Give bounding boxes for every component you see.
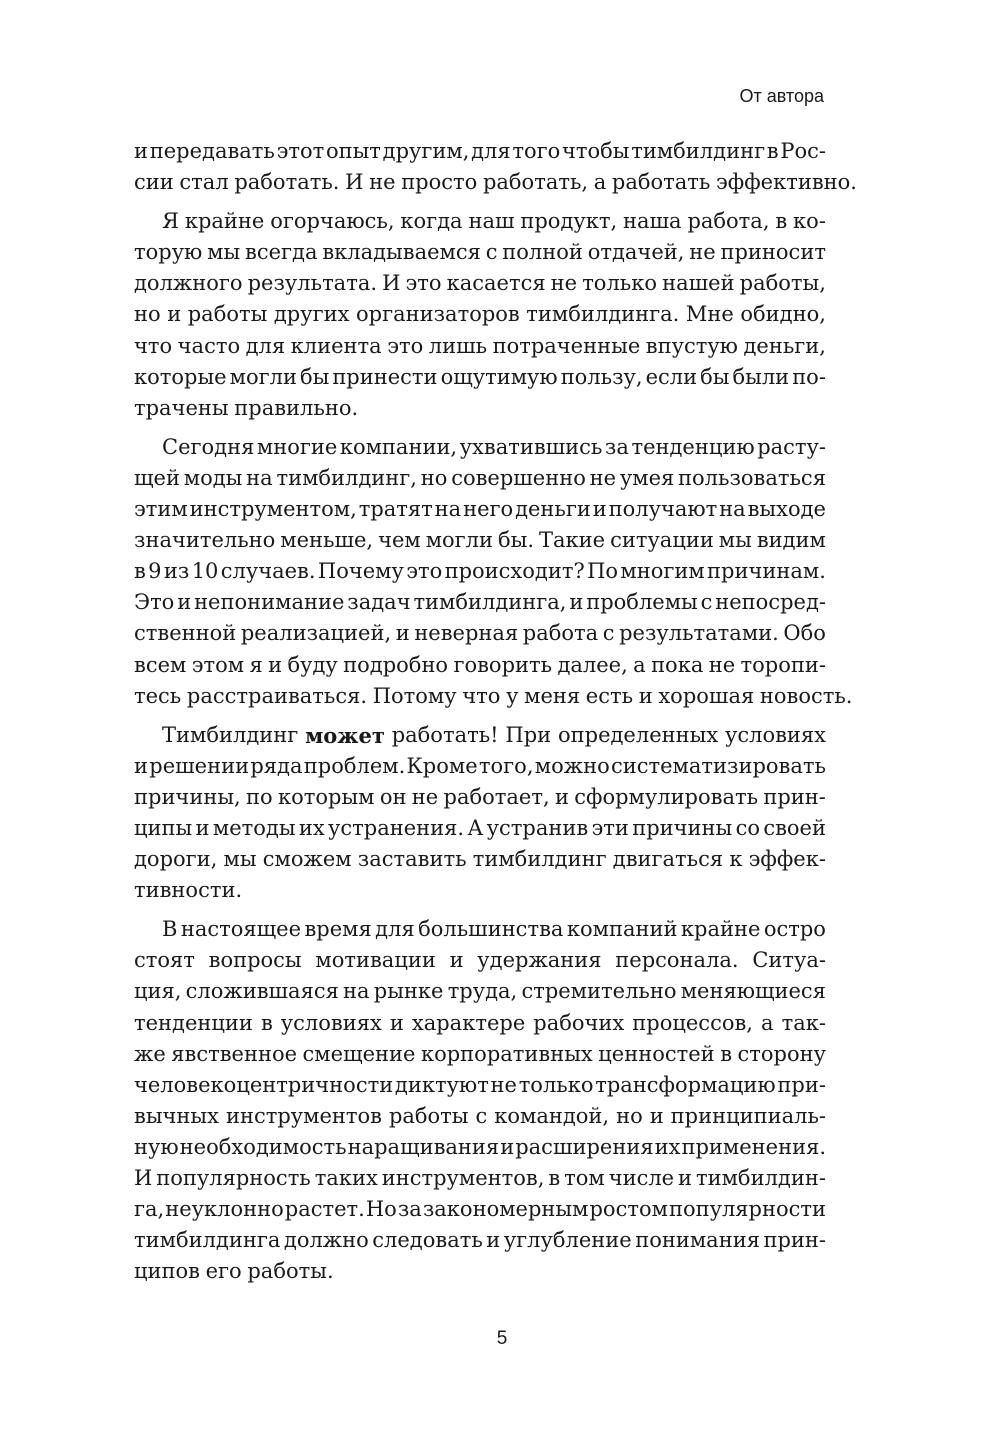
text-line: га, неуклонно растет. Но за закономерным ростом популярности bbox=[134, 1197, 826, 1222]
paragraph bbox=[134, 136, 857, 198]
text-line: сии стал работать. И не просто работать, а работать эффективно. bbox=[134, 170, 857, 195]
text-line: должного результата. И это касается не только нашей работы, bbox=[134, 271, 826, 296]
text-line: этим инструментом, тратят на него деньги и получают на выходе bbox=[134, 497, 826, 522]
text-line: и передавать этот опыт другим, для того чтобы тимбилдинг в Рос- bbox=[134, 139, 826, 163]
text-line: дороги, мы сможем заставить тимбилдинг двигаться к эффек- bbox=[134, 847, 826, 872]
paragraph bbox=[134, 914, 826, 1287]
paragraph bbox=[134, 432, 853, 712]
text-line: В настоящее время для большинства компаний крайне остро bbox=[162, 917, 826, 942]
text-line: трачены правильно. bbox=[134, 395, 359, 420]
text-line: ципов его работы. bbox=[134, 1259, 334, 1284]
paragraph-gap bbox=[134, 712, 826, 720]
text-line: значительно меньше, чем могли бы. Такие ситуации мы видим bbox=[134, 528, 826, 553]
text-line: торую мы всегда вкладываемся с полной отдачей, не приносит bbox=[134, 240, 826, 265]
text-line: которые могли бы принести ощутимую пользу, если бы были по- bbox=[134, 364, 826, 389]
text-line: щей моды на тимбилдинг, но совершенно не умея пользоваться bbox=[134, 465, 826, 490]
text-line: всем этом я и буду подробно говорить далее, а пока не торопи- bbox=[134, 652, 826, 677]
text-line: Тимбилдинг может работать! При определенных условиях bbox=[162, 722, 826, 748]
text-line: причины, по которым он не работает, и сформулировать прин- bbox=[134, 784, 826, 809]
paragraph-gap bbox=[134, 424, 826, 432]
running-header: От автора bbox=[739, 86, 824, 106]
text-line: в 9 из 10 случаев. Почему это происходит? По многим причинам. bbox=[134, 559, 826, 584]
text-line: ную необходимость наращивания и расширения их применения. bbox=[134, 1134, 826, 1159]
text-line: но и работы других организаторов тимбилдинга. Мне обидно, bbox=[134, 302, 826, 327]
body-text bbox=[134, 136, 857, 1287]
text-line: стоят вопросы мотивации и удержания персонала. Ситуа- bbox=[134, 948, 826, 973]
text-line: вычных инструментов работы с командой, но и принципиаль- bbox=[134, 1103, 826, 1128]
text-line: тесь расстраиваться. Потому что у меня есть и хорошая новость. bbox=[134, 683, 853, 708]
text-line: тенденции в условиях и характере рабочих процессов, а так- bbox=[134, 1010, 826, 1035]
paragraph bbox=[134, 206, 826, 424]
page-number: 5 bbox=[496, 1328, 508, 1349]
text-line: тимбилдинга должно следовать и углубление понимания прин- bbox=[134, 1228, 826, 1253]
text-line: И популярность таких инструментов, в том числе и тимбилдин- bbox=[134, 1166, 826, 1190]
paragraph bbox=[134, 720, 826, 907]
text-line: ципы и методы их устранения. А устранив эти причины со своей bbox=[134, 815, 826, 840]
text-line: ция, сложившаяся на рынке труда, стремительно меняющиеся bbox=[134, 979, 826, 1004]
text-line: ственной реализацией, и неверная работа с результатами. Обо bbox=[134, 621, 826, 646]
text-line: и решении ряда проблем. Кроме того, можно систематизировать bbox=[134, 753, 826, 778]
paragraph-gap bbox=[134, 906, 826, 914]
paragraph-gap bbox=[134, 198, 826, 206]
text-line: же явственное смещение корпоративных ценностей в сторону bbox=[134, 1041, 826, 1066]
text-line: тивности. bbox=[134, 878, 243, 903]
text-line: человекоцентричности диктуют не только трансформацию при- bbox=[134, 1072, 826, 1097]
text-line: Сегодня многие компании, ухватившись за тенденцию расту- bbox=[162, 434, 826, 459]
text-line: Это и непонимание задач тимбилдинга, и проблемы с непосред- bbox=[134, 590, 826, 615]
text-line: что часто для клиента это лишь потраченные впустую деньги, bbox=[134, 333, 826, 358]
text-line: Я крайне огорчаюсь, когда наш продукт, наша работа, в ко- bbox=[162, 209, 826, 234]
